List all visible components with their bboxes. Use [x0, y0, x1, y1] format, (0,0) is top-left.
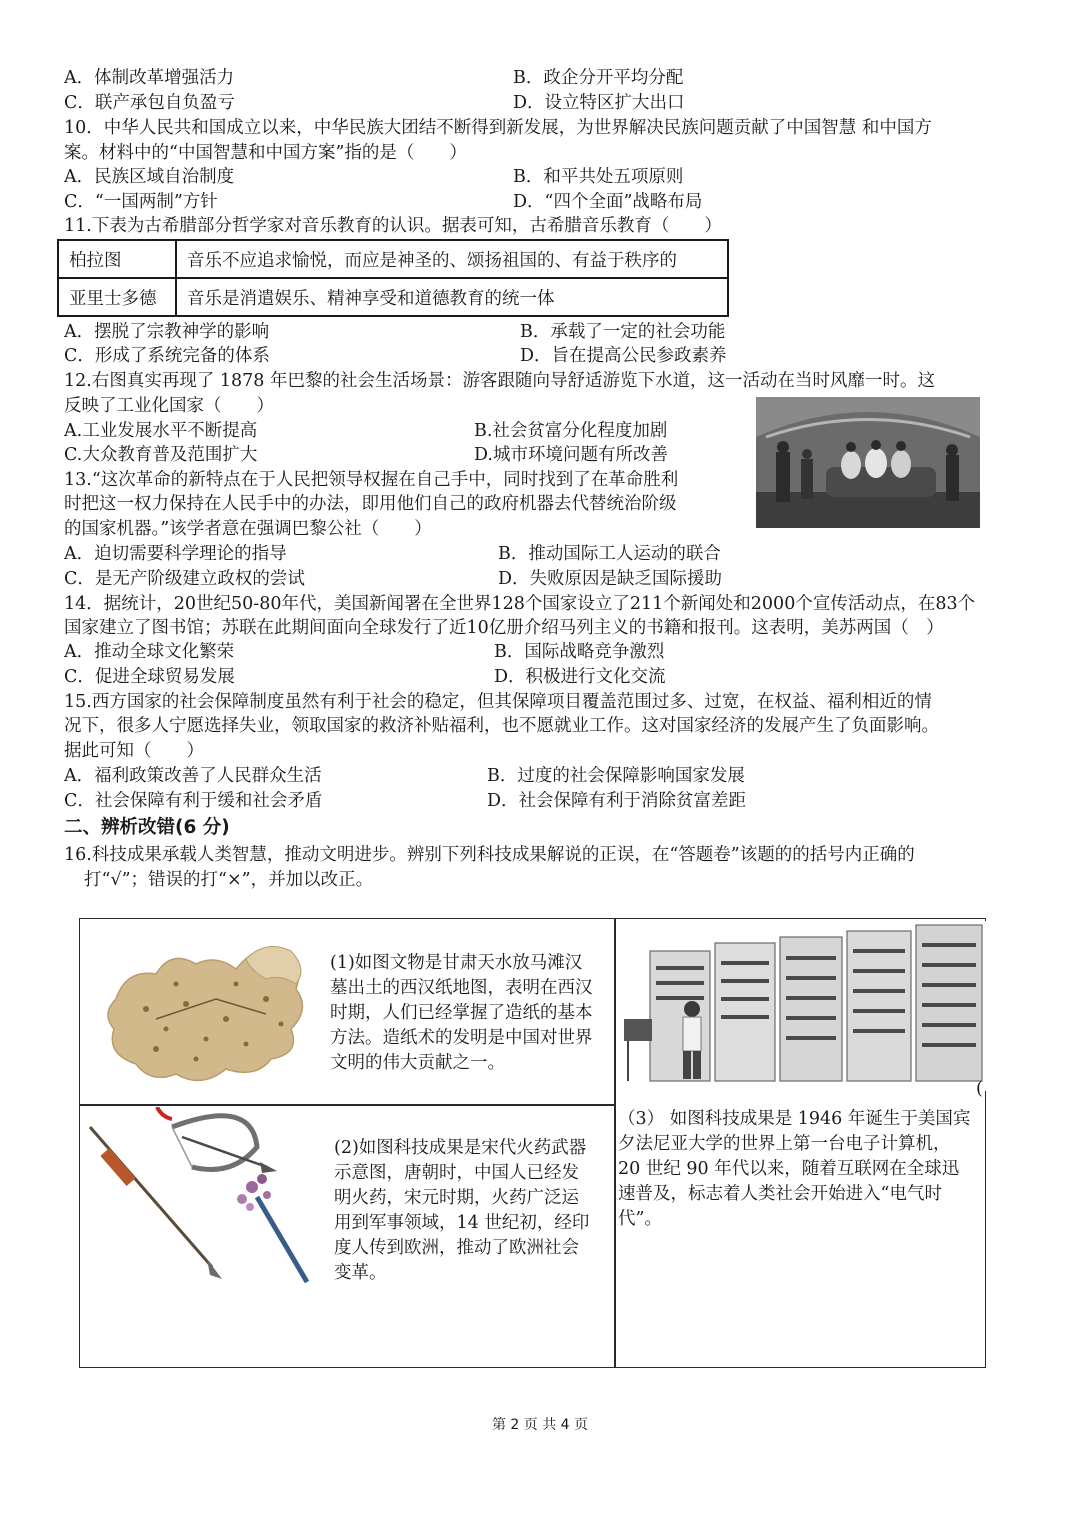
q13-stem-line1: 13.“这次革命的新特点在于人民把领导权握在自己手中，同时找到了在革命胜利 [64, 470, 679, 490]
q12-stem-line1: 12.右图真实再现了 1878 年巴黎的社会生活场景：游客跟随向导舒适游览下水道，这一活动在当时风靡一时。这 [64, 371, 935, 391]
q10-option-d: D．“四个全面”战略布局 [513, 192, 703, 212]
cell2-line: 用到军事领域，14 世纪初，经印 [334, 1213, 590, 1233]
q13-option-d: D．失败原因是缺乏国际援助 [498, 569, 723, 589]
table-cell-name: 柏拉图 [58, 240, 176, 278]
q15-option-d: D．社会保障有利于消除贫富差距 [487, 791, 747, 811]
cell3-line: 代”。 [618, 1209, 662, 1229]
q12-stem-line2: 反映了工业化国家（ ） [64, 396, 274, 416]
cell3-line: （3） 如图科技成果是 1946 年诞生于美国宾 [618, 1109, 971, 1129]
q10-option-a: A．民族区域自治制度 [64, 167, 235, 187]
paper-map-image [96, 929, 314, 1099]
gunpowder-weapon-image [82, 1107, 327, 1292]
stray-parenthesis: ( [976, 1079, 983, 1099]
cell2-line: 度人传到欧洲，推动了欧洲社会 [334, 1238, 579, 1258]
table-divider-vertical [614, 919, 616, 1367]
q13-option-c: C．是无产阶级建立政权的尝试 [64, 569, 305, 589]
q13-stem-line3: 的国家机器。”该学者意在强调巴黎公社（ ） [64, 519, 432, 539]
q13-stem-line2: 时把这一权力保持在人民手中的办法，即用他们自己的政府机器去代替统治阶级 [64, 494, 677, 514]
table-cell-view: 音乐是消遣娱乐、精神享受和道德教育的统一体 [176, 278, 728, 316]
q10-option-c: C．“一国两制”方针 [64, 192, 218, 212]
q16-stem-line2: 打“√”；错误的打“×”，并加以改正。 [84, 870, 374, 890]
q12-option-c: C.大众教育普及范围扩大 [64, 445, 258, 465]
q9-option-b: B．政企分开平均分配 [513, 68, 684, 88]
q10-stem-line1: 10．中华人民共和国成立以来，中华民族大团结不断得到新发展，为世界解决民族问题贡献了中国智慧 和中国方 [64, 118, 932, 138]
q12-option-b: B.社会贫富分化程度加剧 [474, 421, 668, 441]
cell3-line: 夕法尼亚大学的世界上第一台电子计算机， [618, 1134, 951, 1154]
q11-option-d: D．旨在提高公民参政素养 [520, 346, 727, 366]
q13-option-b: B．推动国际工人运动的联合 [498, 544, 721, 564]
q14-option-a: A．推动全球文化繁荣 [64, 642, 235, 662]
q15-stem-line2: 况下，很多人宁愿选择失业，领取国家的救济补贴福利，也不愿就业工作。这对国家经济的发展产生了负面影响。 [64, 716, 939, 736]
eniac-computer-image [620, 921, 988, 1091]
cell2-line: 变革。 [334, 1263, 387, 1283]
q11-option-b: B．承载了一定的社会功能 [520, 322, 726, 342]
q9-option-a: A．体制改革增强活力 [64, 68, 235, 88]
page-number: 第 2 页 共 4 页 [491, 1417, 589, 1433]
q12-option-a: A.工业发展水平不断提高 [64, 421, 258, 441]
q16-stem-line1: 16.科技成果承载人类智慧，推动文明进步。辨别下列科技成果解说的正误，在“答题卷”该题的的括号内正确的 [64, 845, 915, 865]
q10-stem-line2: 案。材料中的“中国智慧和中国方案”指的是（ ） [64, 143, 467, 163]
cell1-line: 时期，人们已经掌握了造纸的基本 [330, 1003, 593, 1023]
q15-option-c: C．社会保障有利于缓和社会矛盾 [64, 791, 323, 811]
q15-option-b: B．过度的社会保障影响国家发展 [487, 766, 745, 786]
q14-option-c: C．促进全球贸易发展 [64, 667, 235, 687]
cell3-line: 速普及，标志着人类社会开始进入“电气时 [618, 1184, 942, 1204]
cell2-line: (2)如图科技成果是宋代火药武器 [334, 1138, 587, 1158]
q9-option-d: D．设立特区扩大出口 [513, 93, 685, 113]
cell2-line: 明火药，宋元时期，火药广泛运 [334, 1188, 579, 1208]
q14-stem-line1: 14．据统计，20世纪50-80年代，美国新闻署在全世界128个国家设立了211个新闻处和2000个宣传活动点，在83个 [64, 594, 976, 614]
cell1-line: (1)如图文物是甘肃天水放马滩汉 [330, 953, 583, 973]
cell1-line: 方法。造纸术的发明是中国对世界 [330, 1028, 593, 1048]
table-cell-view: 音乐不应追求愉悦，而应是神圣的、颂扬祖国的、有益于秩序的 [176, 240, 728, 278]
q11-option-a: A．摆脱了宗教神学的影响 [64, 322, 270, 342]
cell2-line: 示意图，唐朝时，中国人已经发 [334, 1163, 579, 1183]
table-row [58, 278, 728, 316]
q11-option-c: C．形成了系统完备的体系 [64, 346, 270, 366]
table-divider-horizontal [80, 1104, 615, 1106]
q10-option-b: B．和平共处五项原则 [513, 167, 684, 187]
cell1-line: 墓出土的西汉纸地图，表明在西汉 [330, 978, 593, 998]
q12-option-d: D.城市环境问题有所改善 [474, 445, 668, 465]
cell3-line: 20 世纪 90 年代以来，随着互联网在全球迅 [618, 1159, 960, 1179]
q13-option-a: A．迫切需要科学理论的指导 [64, 544, 287, 564]
q14-option-d: D．积极进行文化交流 [494, 667, 666, 687]
q15-option-a: A．福利政策改善了人民群众生活 [64, 766, 322, 786]
q15-stem-line3: 据此可知（ ） [64, 741, 204, 761]
q16-achievement-table [79, 918, 986, 1368]
table-cell-name: 亚里士多德 [58, 278, 176, 316]
section-2-title: 二、辨析改错(6 分) [64, 817, 230, 838]
q14-stem-line2: 国家建立了图书馆；苏联在此期间面向全球发行了近10亿册介绍马列主义的书籍和报刊。这表明，美苏两国（ ） [64, 618, 944, 638]
cell1-line: 文明的伟大贡献之一。 [330, 1053, 505, 1073]
q11-philosopher-table [57, 239, 729, 317]
q15-stem-line1: 15.西方国家的社会保障制度虽然有利于社会的稳定，但其保障项目覆盖范围过多、过宽，在权益、福利相近的情 [64, 692, 932, 712]
q11-stem: 11.下表为古希腊部分哲学家对音乐教育的认识。据表可知，古希腊音乐教育（ ） [64, 216, 722, 236]
q9-option-c: C．联产承包自负盈亏 [64, 93, 235, 113]
paris-sewer-tour-image [756, 397, 980, 528]
q14-option-b: B．国际战略竞争激烈 [494, 642, 665, 662]
table-row [58, 240, 728, 278]
